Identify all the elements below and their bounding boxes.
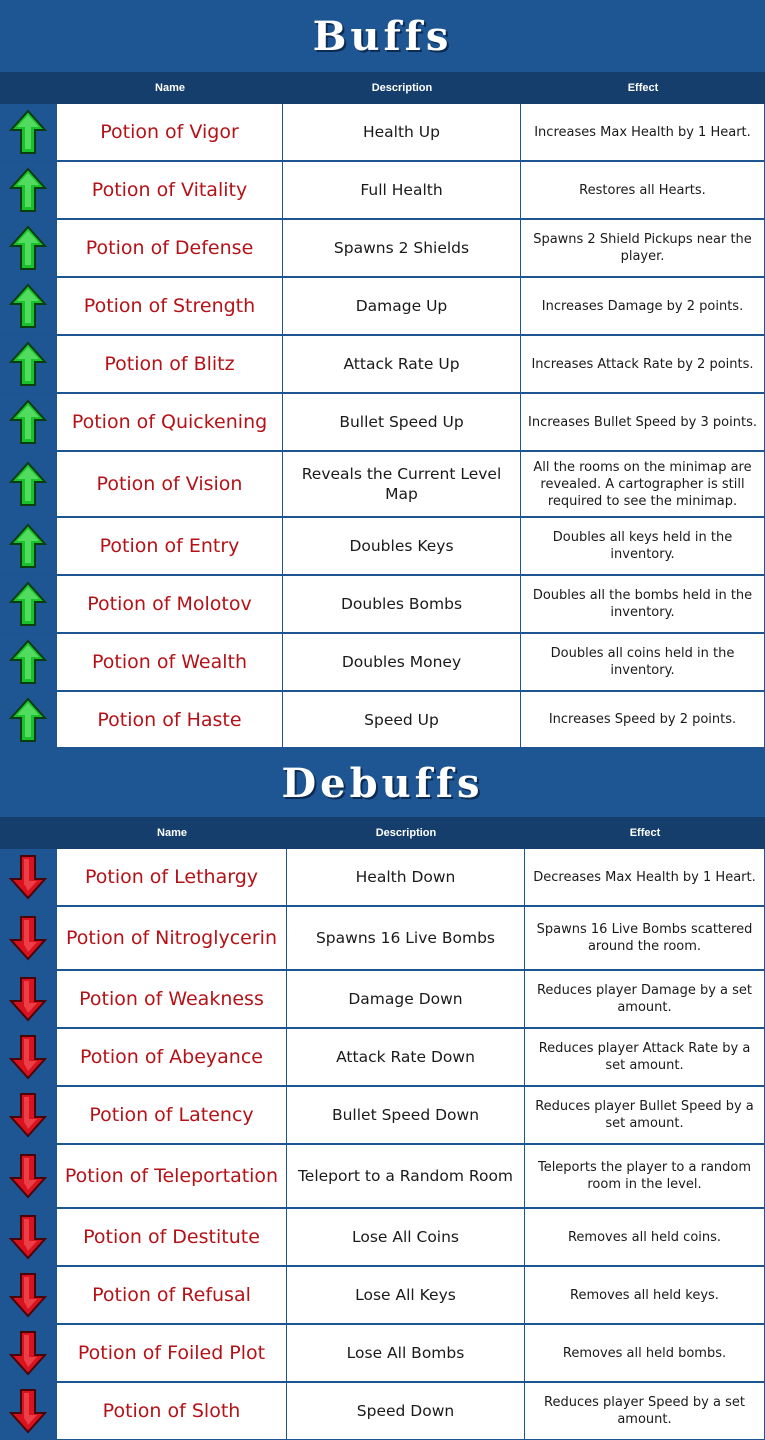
red-down-arrow-icon — [0, 1145, 56, 1207]
potion-effect: Increases Max Health by 1 Heart. — [521, 104, 764, 160]
potion-name: Potion of Vigor — [57, 104, 282, 160]
table-row — [0, 336, 765, 392]
table-row — [0, 971, 765, 1027]
header-description: Description — [371, 82, 433, 94]
red-down-arrow-icon — [0, 1325, 56, 1381]
potion-effect: All the rooms on the minimap are revealed. A cartographer is still required to see the minimap. — [521, 452, 764, 516]
green-up-arrow-icon — [0, 336, 56, 392]
potion-description: Attack Rate Up — [283, 336, 520, 392]
debuffs-table — [0, 849, 765, 1439]
potion-effect: Spawns 16 Live Bombs scattered around the room. — [525, 907, 764, 969]
potion-name: Potion of Nitroglycerin — [57, 907, 286, 969]
potion-effect: Removes all held coins. — [525, 1209, 764, 1265]
potion-name: Potion of Foiled Plot — [57, 1325, 286, 1381]
green-up-arrow-icon — [0, 452, 56, 516]
potion-effect: Reduces player Speed by a set amount. — [525, 1383, 764, 1439]
header-effect: Effect — [629, 827, 661, 839]
debuffs-section — [0, 749, 765, 1439]
potion-name: Potion of Entry — [57, 518, 282, 574]
potion-description: Lose All Bombs — [287, 1325, 524, 1381]
potion-description: Bullet Speed Down — [287, 1087, 524, 1143]
potion-description: Damage Down — [287, 971, 524, 1027]
table-row — [0, 1029, 765, 1085]
potion-effect: Reduces player Attack Rate by a set amount. — [525, 1029, 764, 1085]
potion-description: Lose All Keys — [287, 1267, 524, 1323]
potion-name: Potion of Blitz — [57, 336, 282, 392]
potion-description: Doubles Bombs — [283, 576, 520, 632]
potion-effect: Doubles all keys held in the inventory. — [521, 518, 764, 574]
green-up-arrow-icon — [0, 692, 56, 747]
green-up-arrow-icon — [0, 634, 56, 690]
table-row — [0, 518, 765, 574]
potion-description: Spawns 16 Live Bombs — [287, 907, 524, 969]
red-down-arrow-icon — [0, 1383, 56, 1439]
header-name: Name — [155, 82, 185, 94]
table-row — [0, 452, 765, 516]
table-row — [0, 1087, 765, 1143]
potion-description: Teleport to a Random Room — [287, 1145, 524, 1207]
table-row — [0, 576, 765, 632]
table-row — [0, 1209, 765, 1265]
potion-description: Attack Rate Down — [287, 1029, 524, 1085]
potion-effect: Removes all held keys. — [525, 1267, 764, 1323]
green-up-arrow-icon — [0, 518, 56, 574]
potion-name: Potion of Sloth — [57, 1383, 286, 1439]
debuffs-header-row — [0, 817, 765, 849]
potion-name: Potion of Teleportation — [57, 1145, 286, 1207]
green-up-arrow-icon — [0, 104, 56, 160]
header-name: Name — [157, 827, 187, 839]
potion-effect: Decreases Max Health by 1 Heart. — [525, 849, 764, 905]
green-up-arrow-icon — [0, 576, 56, 632]
green-up-arrow-icon — [0, 394, 56, 450]
potion-name: Potion of Defense — [57, 220, 282, 276]
potion-description: Doubles Keys — [283, 518, 520, 574]
red-down-arrow-icon — [0, 849, 56, 905]
potion-name: Potion of Refusal — [57, 1267, 286, 1323]
table-row — [0, 692, 765, 747]
red-down-arrow-icon — [0, 907, 56, 969]
buffs-title: Buffs — [0, 0, 765, 72]
red-down-arrow-icon — [0, 1267, 56, 1323]
potion-description: Speed Down — [287, 1383, 524, 1439]
header-effect: Effect — [627, 82, 659, 94]
table-row — [0, 1145, 765, 1207]
table-row — [0, 1325, 765, 1381]
buffs-header-row — [0, 72, 765, 104]
potion-effect: Doubles all the bombs held in the inventory. — [521, 576, 764, 632]
red-down-arrow-icon — [0, 971, 56, 1027]
potion-description: Lose All Coins — [287, 1209, 524, 1265]
potion-description: Doubles Money — [283, 634, 520, 690]
potion-name: Potion of Molotov — [57, 576, 282, 632]
potion-name: Potion of Wealth — [57, 634, 282, 690]
debuffs-title: Debuffs — [0, 749, 765, 817]
potion-name: Potion of Latency — [57, 1087, 286, 1143]
potion-description: Damage Up — [283, 278, 520, 334]
potion-name: Potion of Weakness — [57, 971, 286, 1027]
table-row — [0, 634, 765, 690]
potion-effect: Increases Attack Rate by 2 points. — [521, 336, 764, 392]
potion-name: Potion of Lethargy — [57, 849, 286, 905]
table-row — [0, 394, 765, 450]
potion-description: Reveals the Current Level Map — [283, 452, 520, 516]
potion-effect: Restores all Hearts. — [521, 162, 764, 218]
potion-effect: Increases Speed by 2 points. — [521, 692, 764, 747]
table-row — [0, 849, 765, 905]
potion-name: Potion of Vitality — [57, 162, 282, 218]
potion-name: Potion of Quickening — [57, 394, 282, 450]
red-down-arrow-icon — [0, 1087, 56, 1143]
potion-effect: Increases Damage by 2 points. — [521, 278, 764, 334]
potion-effect: Spawns 2 Shield Pickups near the player. — [521, 220, 764, 276]
potion-name: Potion of Destitute — [57, 1209, 286, 1265]
table-row — [0, 104, 765, 160]
buffs-table — [0, 104, 765, 747]
potion-description: Health Down — [287, 849, 524, 905]
table-row — [0, 278, 765, 334]
potion-description: Bullet Speed Up — [283, 394, 520, 450]
potion-effect: Reduces player Damage by a set amount. — [525, 971, 764, 1027]
green-up-arrow-icon — [0, 162, 56, 218]
table-row — [0, 220, 765, 276]
red-down-arrow-icon — [0, 1029, 56, 1085]
potion-effect: Removes all held bombs. — [525, 1325, 764, 1381]
table-row — [0, 907, 765, 969]
potion-description: Full Health — [283, 162, 520, 218]
potion-description: Health Up — [283, 104, 520, 160]
red-down-arrow-icon — [0, 1209, 56, 1265]
table-row — [0, 162, 765, 218]
potion-effect: Increases Bullet Speed by 3 points. — [521, 394, 764, 450]
table-row — [0, 1383, 765, 1439]
header-description: Description — [375, 827, 437, 839]
green-up-arrow-icon — [0, 278, 56, 334]
potion-effect: Reduces player Bullet Speed by a set amount. — [525, 1087, 764, 1143]
potion-name: Potion of Haste — [57, 692, 282, 747]
table-row — [0, 1267, 765, 1323]
potion-description: Spawns 2 Shields — [283, 220, 520, 276]
green-up-arrow-icon — [0, 220, 56, 276]
potion-effect: Teleports the player to a random room in the level. — [525, 1145, 764, 1207]
potion-name: Potion of Vision — [57, 452, 282, 516]
potion-name: Potion of Strength — [57, 278, 282, 334]
potion-name: Potion of Abeyance — [57, 1029, 286, 1085]
potion-description: Speed Up — [283, 692, 520, 747]
potion-effect: Doubles all coins held in the inventory. — [521, 634, 764, 690]
